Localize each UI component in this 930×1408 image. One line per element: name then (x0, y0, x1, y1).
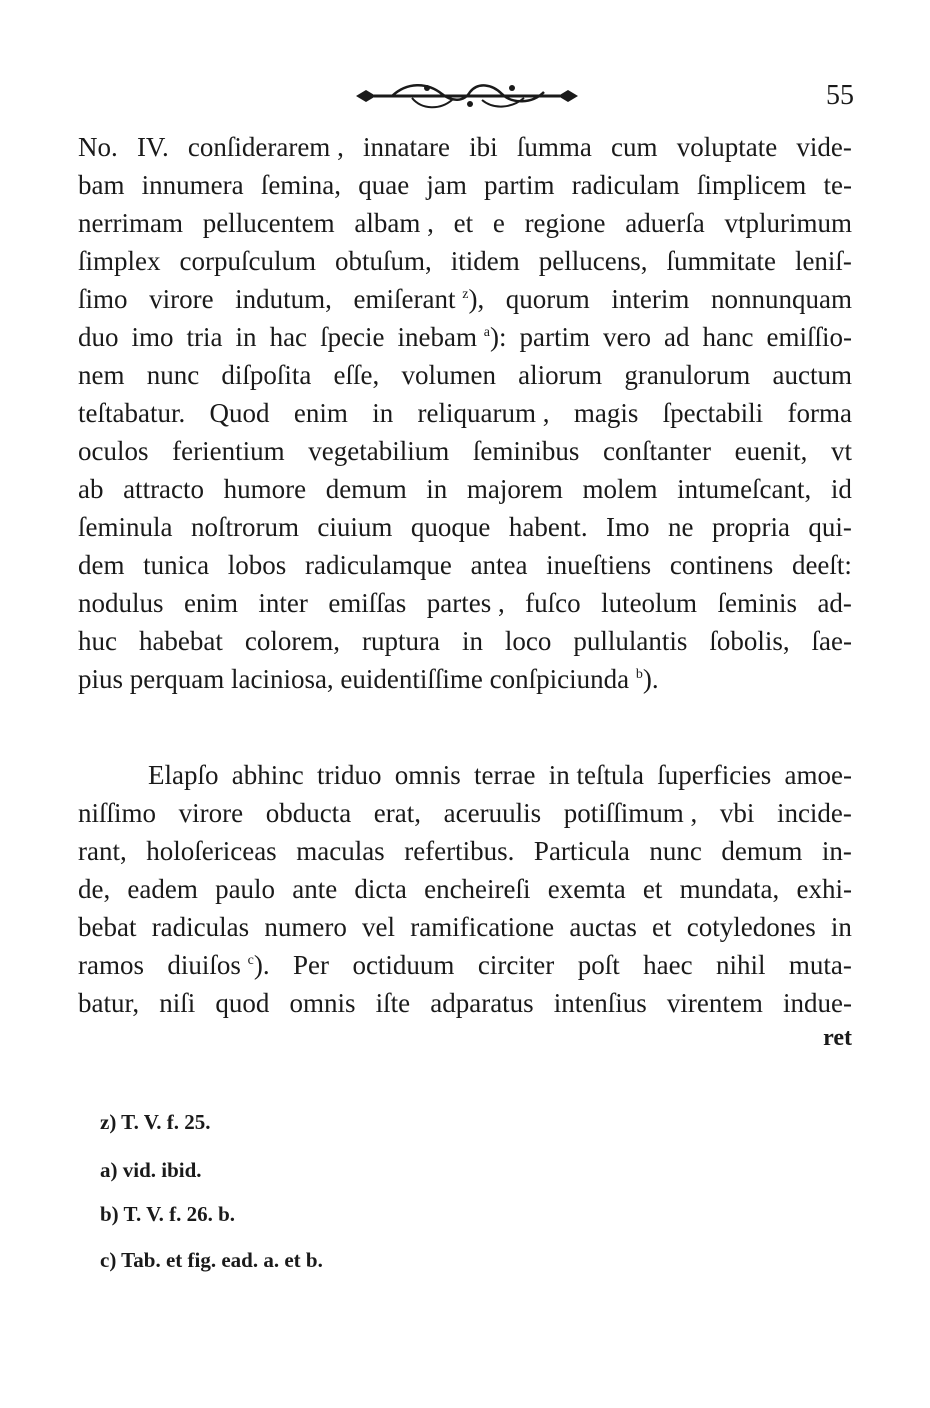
text-line: ab attracto humore demum in majorem molem intumeſcant, id (78, 474, 852, 504)
text-line: rant, holoſericeas maculas refertibus. Particula nunc demum in- (78, 836, 852, 866)
footnote-c: c) Tab. et fig. ead. a. et b. (100, 1248, 323, 1272)
text-line: No. IV. conſiderarem , innatare ibi ſumma cum voluptate vide- (78, 132, 852, 162)
footnote-a: a) vid. ibid. (100, 1158, 202, 1182)
text-line: bebat radiculas numero vel ramificatione auctas et cotyledones in (78, 912, 852, 942)
text-line: nem nunc diſpoſita eſſe, volumen aliorum granulorum auctum (78, 360, 852, 390)
header-ornament-icon (352, 80, 582, 112)
text-line: ſimplex corpuſculum obtuſum, itidem pellucens, ſummitate leniſ- (78, 246, 852, 276)
page-number: 55 (826, 80, 854, 111)
text-line: ſimo virore indutum, emiſerant $^z$), quorum interim nonnunquam (78, 284, 852, 314)
text-line: dem tunica lobos radiculamque antea inueſtiens continens deeſt: (78, 550, 852, 580)
text-line: de, eadem paulo ante dicta encheireſi exemta et mundata, exhi- (78, 874, 852, 904)
text-line: huc habebat colorem, ruptura in loco pullulantis ſobolis, ſae- (78, 626, 852, 656)
text-line: Elapſo abhinc triduo omnis terrae in teſtula ſuperficies amoe- (148, 760, 852, 790)
text-line: nerrimam pellucentem albam , et e regione aduerſa vtplurimum (78, 208, 852, 238)
footnote-z: z) T. V. f. 25. (100, 1110, 211, 1134)
text-line: batur, niſi quod omnis iſte adparatus intenſius virentem indue- (78, 988, 852, 1018)
text-line: bam innumera ſemina, quae jam partim radiculam ſimplicem te- (78, 170, 852, 200)
text-line: ſeminula noſtrorum ciuium quoque habent. Imo ne propria qui- (78, 512, 852, 542)
catchword: ret (823, 1025, 852, 1051)
text-line: teſtabatur. Quod enim in reliquarum , magis ſpectabili forma (78, 398, 852, 428)
text-line: ramos diuiſos $^c$). Per octiduum circiter poſt haec nihil muta- (78, 950, 852, 980)
text-line: oculos ferientium vegetabilium ſeminibus conſtanter euenit, vt (78, 436, 852, 466)
text-line: niſſimo virore obducta erat, aceruulis potiſſimum , vbi incide- (78, 798, 852, 828)
text-line: pius perquam laciniosa, euidentiſſime conſpiciunda $^b$). (78, 664, 659, 694)
text-line: duo imo tria in hac ſpecie inebam $^a$): partim vero ad hanc emiſſio- (78, 322, 852, 352)
footnote-b: b) T. V. f. 26. b. (100, 1202, 235, 1226)
text-line: nodulus enim inter emiſſas partes , fuſco luteolum ſeminis ad- (78, 588, 852, 618)
